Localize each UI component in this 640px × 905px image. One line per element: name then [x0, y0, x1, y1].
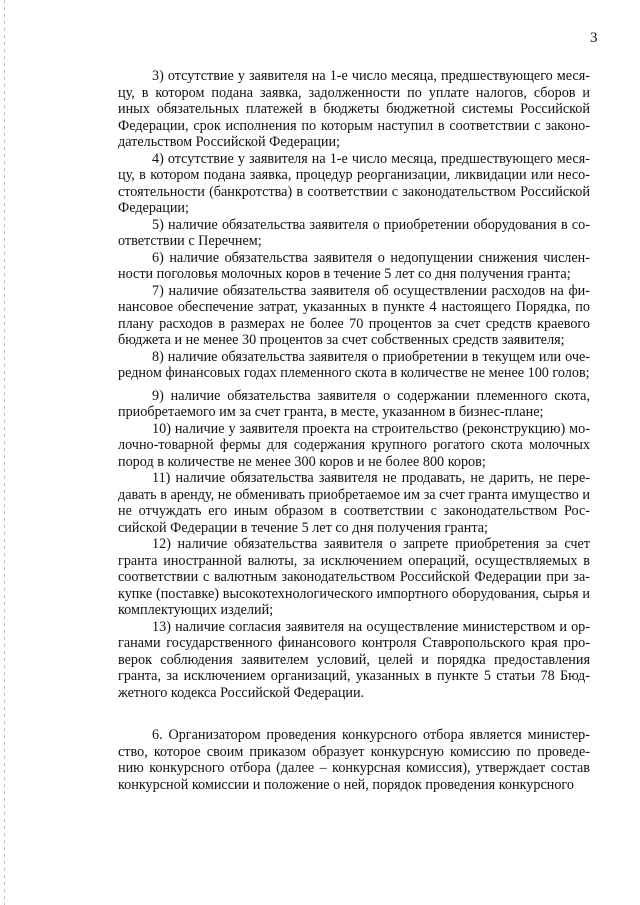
list-item-11: 11) наличие обязательства заявителя не продавать, не дарить, не передавать в аренду, не обменивать приобретаемое им за счет гранта имущество и не отчуждать его иным образом в соответствии с законодательством Российской Федерации в течение 5 лет со дня получения гранта;: [118, 470, 590, 536]
page-edge-rule: [4, 0, 5, 905]
list-item-5: 5) наличие обязательства заявителя о приобретении оборудования в соответствии с Перечнем;: [118, 216, 590, 249]
list-item-9: 9) наличие обязательства заявителя о содержании племенного скота, приобретаемого им за счет гранта, в месте, указанном в бизнес-плане;: [118, 387, 590, 420]
list-item-7: 7) наличие обязательства заявителя об осуществлении расходов на финансовое обеспечение затрат, указанных в пункте 4 настоящего Порядка, по плану расходов в размерах не более 70 процентов за счет средств краевого бюджета и не менее 30 процентов за счет собственных средств заявителя;: [118, 282, 590, 348]
list-item-6: 6) наличие обязательства заявителя о недопущении снижения численности поголовья молочных коров в течение 5 лет со дня получения гранта;: [118, 249, 590, 282]
page-number: 3: [590, 30, 598, 46]
section-6-paragraph: 6. Организатором проведения конкурсного отбора является министерство, которое своим приказом образует конкурсную комиссию по проведению конкурсного отбора (далее – конкурсная комиссия), утверждает состав конкурсной комиссии и положение о ней, порядок проведения конкурсного: [118, 727, 590, 793]
list-item-12: 12) наличие обязательства заявителя о запрете приобретения за счет гранта иностранной валюты, за исключением операций, осуществляемых в соответствии с валютным законодательством Российской Федерации при закупке (поставке) высокотехнологического импортного оборудования, сырья и комплектующих изделий;: [118, 536, 590, 618]
list-item-13: 13) наличие согласия заявителя на осуществление министерством и органами государственного финансового контроля Ставропольского края проверок соблюдения заявителем условий, целей и порядка предоставления гранта, за исключением организаций, указанных в пункте 5 статьи 78 Бюджетного кодекса Российской Федерации.: [118, 618, 590, 701]
list-item-3: 3) отсутствие у заявителя на 1-е число месяца, предшествующего месяцу, в котором подана заявка, задолженности по уплате налогов, сборов и иных обязательных платежей в бюджеты бюджетной системы Российской Федерации, срок исполнения по которым наступил в соответствии с законодательством Российской Федерации;: [118, 68, 590, 150]
list-item-8: 8) наличие обязательства заявителя о приобретении в текущем или очередном финансовых годах племенного скота в количестве не менее 100 голов;: [118, 348, 590, 381]
document-body: [118, 68, 590, 793]
list-item-10: 10) наличие у заявителя проекта на строительство (реконструкцию) молочно-товарной фермы для содержания крупного рогатого скота молочных пород в количестве не менее 300 коров и не более 800 коров;: [118, 420, 590, 470]
list-item-4: 4) отсутствие у заявителя на 1-е число месяца, предшествующего месяцу, в котором подана заявка, процедур реорганизации, ликвидации или несостоятельности (банкротства) в соответствии с законодательством Российской Федерации;: [118, 150, 590, 216]
